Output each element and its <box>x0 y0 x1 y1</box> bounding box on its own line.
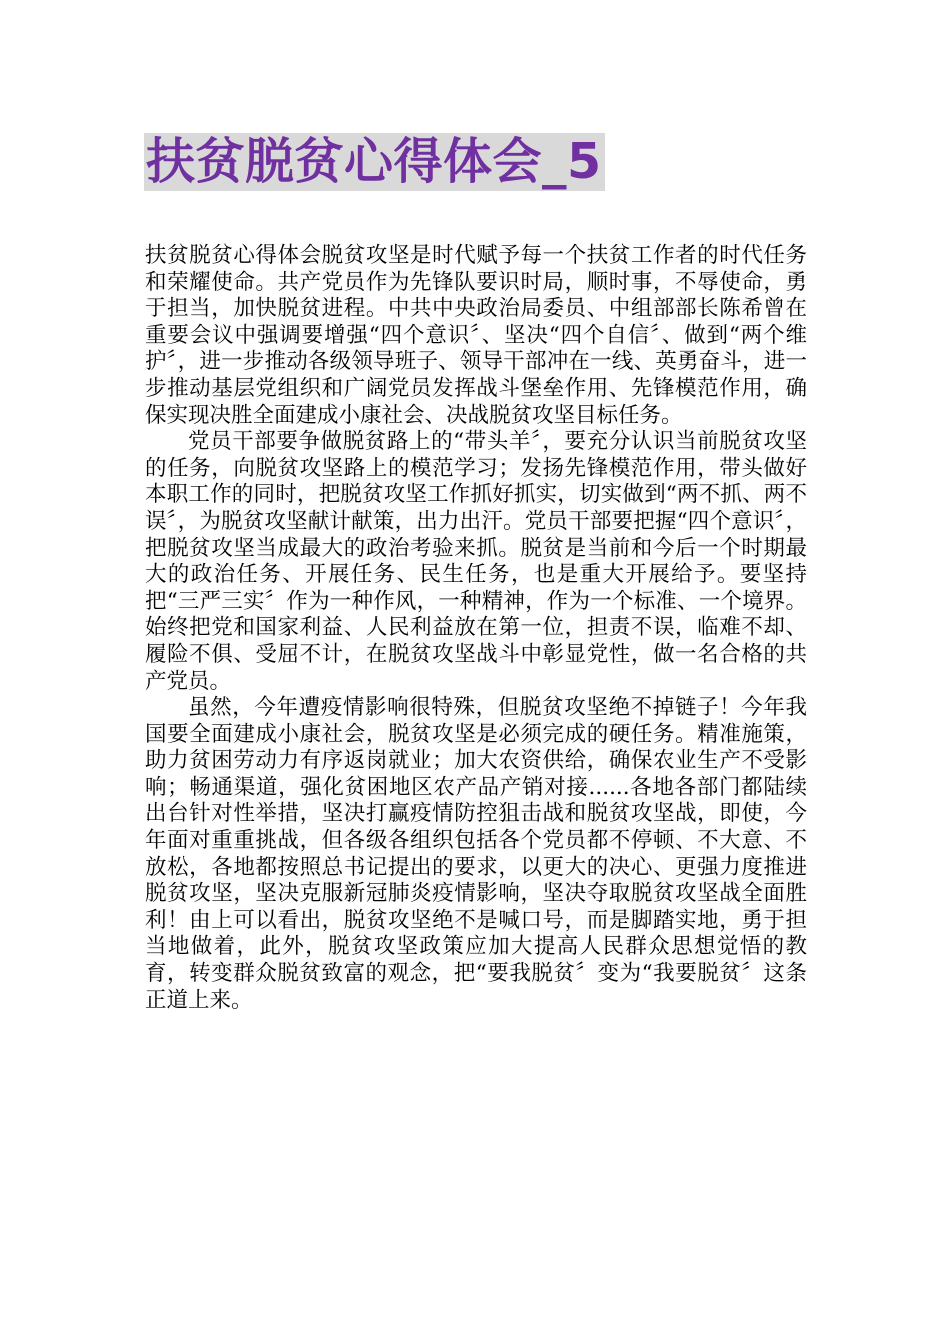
document-title: 扶贫脱贫心得体会_5 <box>144 133 605 191</box>
paragraph-1: 扶贫脱贫心得体会脱贫攻坚是时代赋予每一个扶贫工作者的时代任务和荣耀使命。共产党员作为先锋队要识时局，顺时事，不辱使命，勇于担当，加快脱贫进程。中共中央政治局委员、中组部部长陈希曾在重要会议中强调要增强“四个意识〞、坚决“四个自信〞、做到“两个维护〞，进一步推动各级领导班子、领导干部冲在一线、英勇奋斗，进一步推动基层党组织和广阔党员发挥战斗堡垒作用、先锋模范作用，确保实现决胜全面建成小康社会、决战脱贫攻坚目标任务。 <box>145 243 807 428</box>
paragraph-2: 党员干部要争做脱贫路上的“带头羊〞，要充分认识当前脱贫攻坚的任务，向脱贫攻坚路上的模范学习；发扬先锋模范作用，带头做好本职工作的同时，把脱贫攻坚工作抓好抓实，切实做到“两不抓、两不误〞，为脱贫攻坚献计献策，出力出汗。党员干部要把握“四个意识〞，把脱贫攻坚当成最大的政治考验来抓。脱贫是当前和今后一个时期最大的政治任务、开展任务、民生任务，也是重大开展给予。要坚持把“三严三实〞作为一种作风，一种精神，作为一个标准、一个境界。始终把党和国家利益、人民利益放在第一位，担责不误，临难不却、履险不俱、受屈不计，在脱贫攻坚战斗中彰显党性，做一名合格的共产党员。 <box>145 429 807 694</box>
document-body <box>145 243 807 1014</box>
paragraph-3: 虽然，今年遭疫情影响很特殊，但脱贫攻坚绝不掉链子！今年我国要全面建成小康社会，脱贫攻坚是必须完成的硬任务。精准施策，助力贫困劳动力有序返岗就业；加大农资供给，确保农业生产不受影响；畅通渠道，强化贫困地区农产品产销对接......各地各部门都陆续出台针对性举措，坚决打赢疫情防控狙击战和脱贫攻坚战，即使，今年面对重重挑战，但各级各组织包括各个党员都不停顿、不大意、不放松，各地都按照总书记提出的要求，以更大的决心、更强力度推进脱贫攻坚，坚决克服新冠肺炎疫情影响，坚决夺取脱贫攻坚战全面胜利！由上可以看出，脱贫攻坚绝不是喊口号，而是脚踏实地，勇于担当地做着，此外，脱贫攻坚政策应加大提高人民群众思想觉悟的教育，转变群众脱贫致富的观念，把“要我脱贫〞变为“我要脱贫〞这条正道上来。 <box>145 695 807 1013</box>
